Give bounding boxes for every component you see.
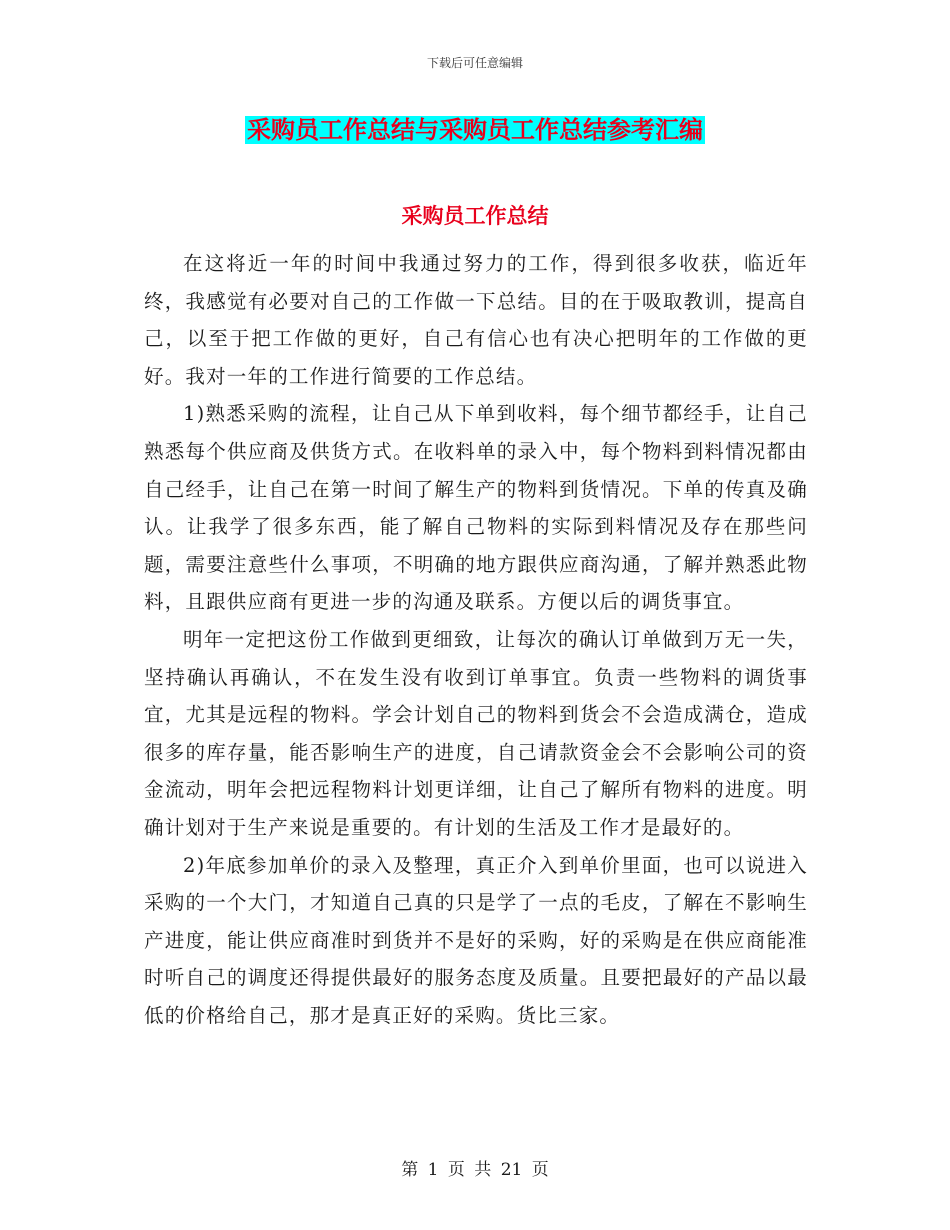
paragraph-3: 明年一定把这份工作做到更细致，让每次的确认订单做到万无一失，坚持确认再确认，不在发生没有收到订单事宜。负责一些物料的调货事宜，尤其是远程的物料。学会计划自己的物料到货会不会造成满仓，造成很多的库存量，能否影响生产的进度，自己请款资金会不会影响公司的资金流动，明年会把远程物料计划更详细，让自己了解所有物料的进度。明确计划对于生产来说是重要的。有计划的生活及工作才是最好的。: [144, 627, 808, 839]
document-title-text: 采购员工作总结与采购员工作总结参考汇编: [247, 116, 703, 144]
section-title: 采购员工作总结: [401, 204, 549, 228]
paragraph-1: 在这将近一年的时间中我通过努力的工作，得到很多收获，临近年终，我感觉有必要对自己的工作做一下总结。目的在于吸取教训，提高自己，以至于把工作做的更好，自己有信心也有决心把明年的工作做的更好。我对一年的工作进行简要的工作总结。: [144, 252, 808, 388]
paragraph-4: 2)年底参加单价的录入及整理，真正介入到单价里面，也可以说进入采购的一个大门，才知道自己真的只是学了一点的毛皮，了解在不影响生产进度，能让供应商准时到货并不是好的采购，好的采购是在供应商能准时听自己的调度还得提供最好的服务态度及质量。且要把最好的产品以最低的价格给自己，那才是真正好的采购。货比三家。: [144, 853, 808, 1027]
document-body: [144, 245, 808, 1034]
page-number-footer: 第 1 页 共 21 页: [401, 1160, 549, 1180]
header-note: 下载后可任意编辑: [426, 56, 523, 70]
document-title: [0, 112, 950, 148]
paragraph-2: 1)熟悉采购的流程，让自己从下单到收料，每个细节都经手，让自己熟悉每个供应商及供货方式。在收料单的录入中，每个物料到料情况都由自己经手，让自己在第一时间了解生产的物料到货情况。下单的传真及确认。让我学了很多东西，能了解自己物料的实际到料情况及存在那些问题，需要注意些什么事项，不明确的地方跟供应商沟通，了解并熟悉此物料，且跟供应商有更进一步的沟通及联系。方便以后的调货事宜。: [144, 402, 808, 614]
